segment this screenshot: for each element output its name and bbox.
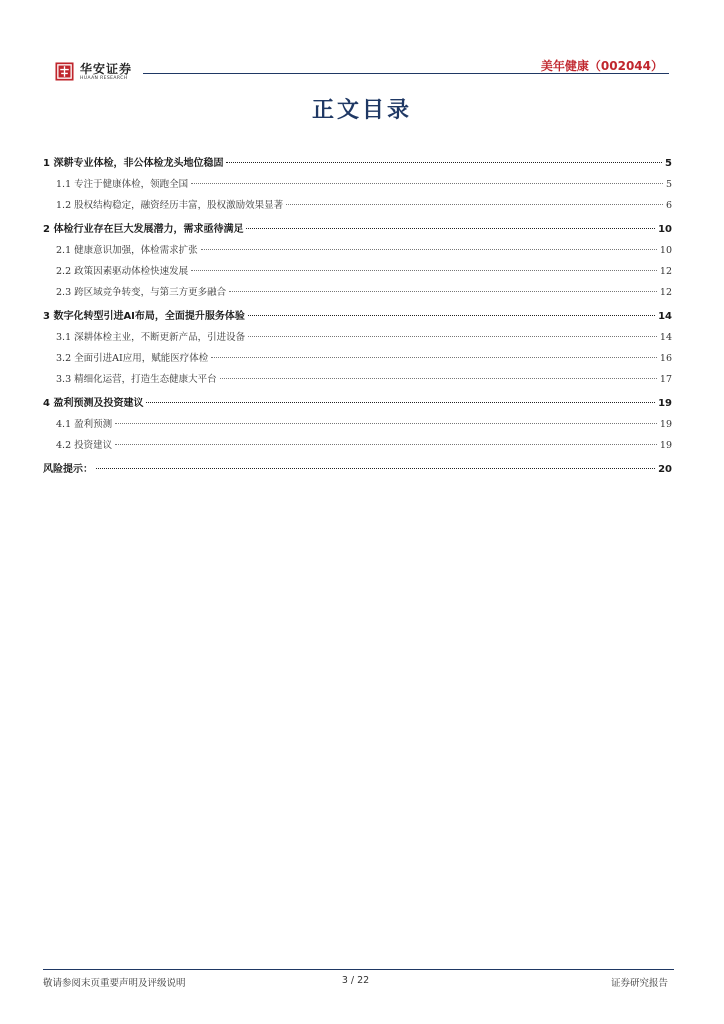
toc-dot-leader	[146, 402, 655, 403]
toc-entry-label: 4 盈利预测及投资建议	[43, 398, 144, 409]
table-of-contents	[43, 153, 672, 480]
toc-entry-label: 3.1 深耕体检主业，不断更新产品，引进设备	[56, 332, 246, 343]
toc-entry-page: 6	[665, 200, 672, 211]
toc-dot-leader	[191, 270, 657, 271]
toc-subsection-entry[interactable]	[43, 327, 672, 348]
toc-dot-leader	[246, 228, 655, 229]
logo-cn-text: 华安证券	[80, 62, 133, 76]
toc-entry-label: 3 数字化转型引进AI布局，全面提升服务体验	[43, 311, 245, 322]
toc-subsection-entry[interactable]	[43, 348, 672, 369]
toc-entry-page: 20	[658, 464, 672, 475]
toc-entry-label: 4.1 盈利预测	[56, 419, 113, 430]
toc-entry-page: 14	[659, 332, 672, 343]
toc-entry-label: 3.2 全面引进AI应用，赋能医疗体检	[56, 353, 209, 364]
toc-entry-page: 5	[665, 158, 672, 169]
huaan-logo-icon	[55, 62, 74, 81]
footer-report-type: 证券研究报告	[610, 978, 668, 989]
toc-entry-label: 3.3 精细化运营，打造生态健康大平台	[56, 374, 217, 385]
toc-entry-page: 19	[659, 440, 672, 451]
toc-dot-leader	[115, 444, 657, 445]
logo-en-text: HUAAN RESEARCH	[80, 76, 128, 81]
toc-dot-leader	[286, 204, 663, 205]
toc-subsection-entry[interactable]	[43, 240, 672, 261]
toc-dot-leader	[248, 315, 655, 316]
stock-name: 美年健康（002044）	[540, 59, 663, 73]
toc-subsection-entry[interactable]	[43, 174, 672, 195]
footer-disclaimer: 敬请参阅末页重要声明及评级说明	[43, 978, 186, 989]
toc-entry-page: 16	[659, 353, 672, 364]
toc-section-entry[interactable]	[43, 219, 672, 240]
toc-subsection-entry[interactable]	[43, 282, 672, 303]
toc-dot-leader	[191, 183, 663, 184]
toc-entry-page: 17	[659, 374, 672, 385]
toc-dot-leader	[201, 249, 657, 250]
toc-section-entry[interactable]	[43, 459, 672, 480]
toc-entry-label: 4.2 投资建议	[56, 440, 113, 451]
toc-subsection-entry[interactable]	[43, 414, 672, 435]
toc-entry-label: 1.1 专注于健康体检，领跑全国	[56, 179, 189, 190]
toc-subsection-entry[interactable]	[43, 435, 672, 456]
toc-dot-leader	[220, 378, 657, 379]
toc-entry-page: 10	[659, 245, 672, 256]
company-logo	[55, 62, 132, 82]
toc-dot-leader	[248, 336, 657, 337]
toc-section-entry[interactable]	[43, 393, 672, 414]
toc-entry-page: 5	[665, 179, 672, 190]
toc-subsection-entry[interactable]	[43, 261, 672, 282]
toc-entry-label: 风险提示：	[43, 464, 93, 475]
toc-entry-page: 12	[659, 266, 672, 277]
toc-subsection-entry[interactable]	[43, 369, 672, 390]
toc-entry-label: 2.2 政策因素驱动体检快速发展	[56, 266, 189, 277]
toc-section-entry[interactable]	[43, 153, 672, 174]
toc-entry-page: 19	[658, 398, 672, 409]
toc-dot-leader	[96, 468, 655, 469]
toc-dot-leader	[229, 291, 657, 292]
toc-entry-page: 19	[659, 419, 672, 430]
footer-divider	[43, 969, 674, 970]
page-number: 3 / 22	[341, 975, 370, 986]
toc-dot-leader	[226, 162, 662, 163]
header-divider	[143, 73, 669, 74]
toc-dot-leader	[211, 357, 657, 358]
toc-entry-label: 2 体检行业存在巨大发展潜力，需求亟待满足	[43, 224, 244, 235]
toc-entry-page: 14	[658, 311, 672, 322]
toc-entry-page: 10	[658, 224, 672, 235]
toc-entry-label: 2.1 健康意识加强，体检需求扩张	[56, 245, 198, 256]
toc-subsection-entry[interactable]	[43, 195, 672, 216]
toc-dot-leader	[115, 423, 657, 424]
toc-entry-label: 2.3 跨区域竞争转变，与第三方更多融合	[56, 287, 227, 298]
page-title: 正文目录	[311, 98, 412, 123]
toc-entry-label: 1.2 股权结构稳定，融资经历丰富，股权激励效果显著	[56, 200, 284, 211]
page-header	[55, 54, 669, 84]
toc-entry-page: 12	[659, 287, 672, 298]
toc-section-entry[interactable]	[43, 306, 672, 327]
toc-entry-label: 1 深耕专业体检，非公体检龙头地位稳固	[43, 158, 224, 169]
